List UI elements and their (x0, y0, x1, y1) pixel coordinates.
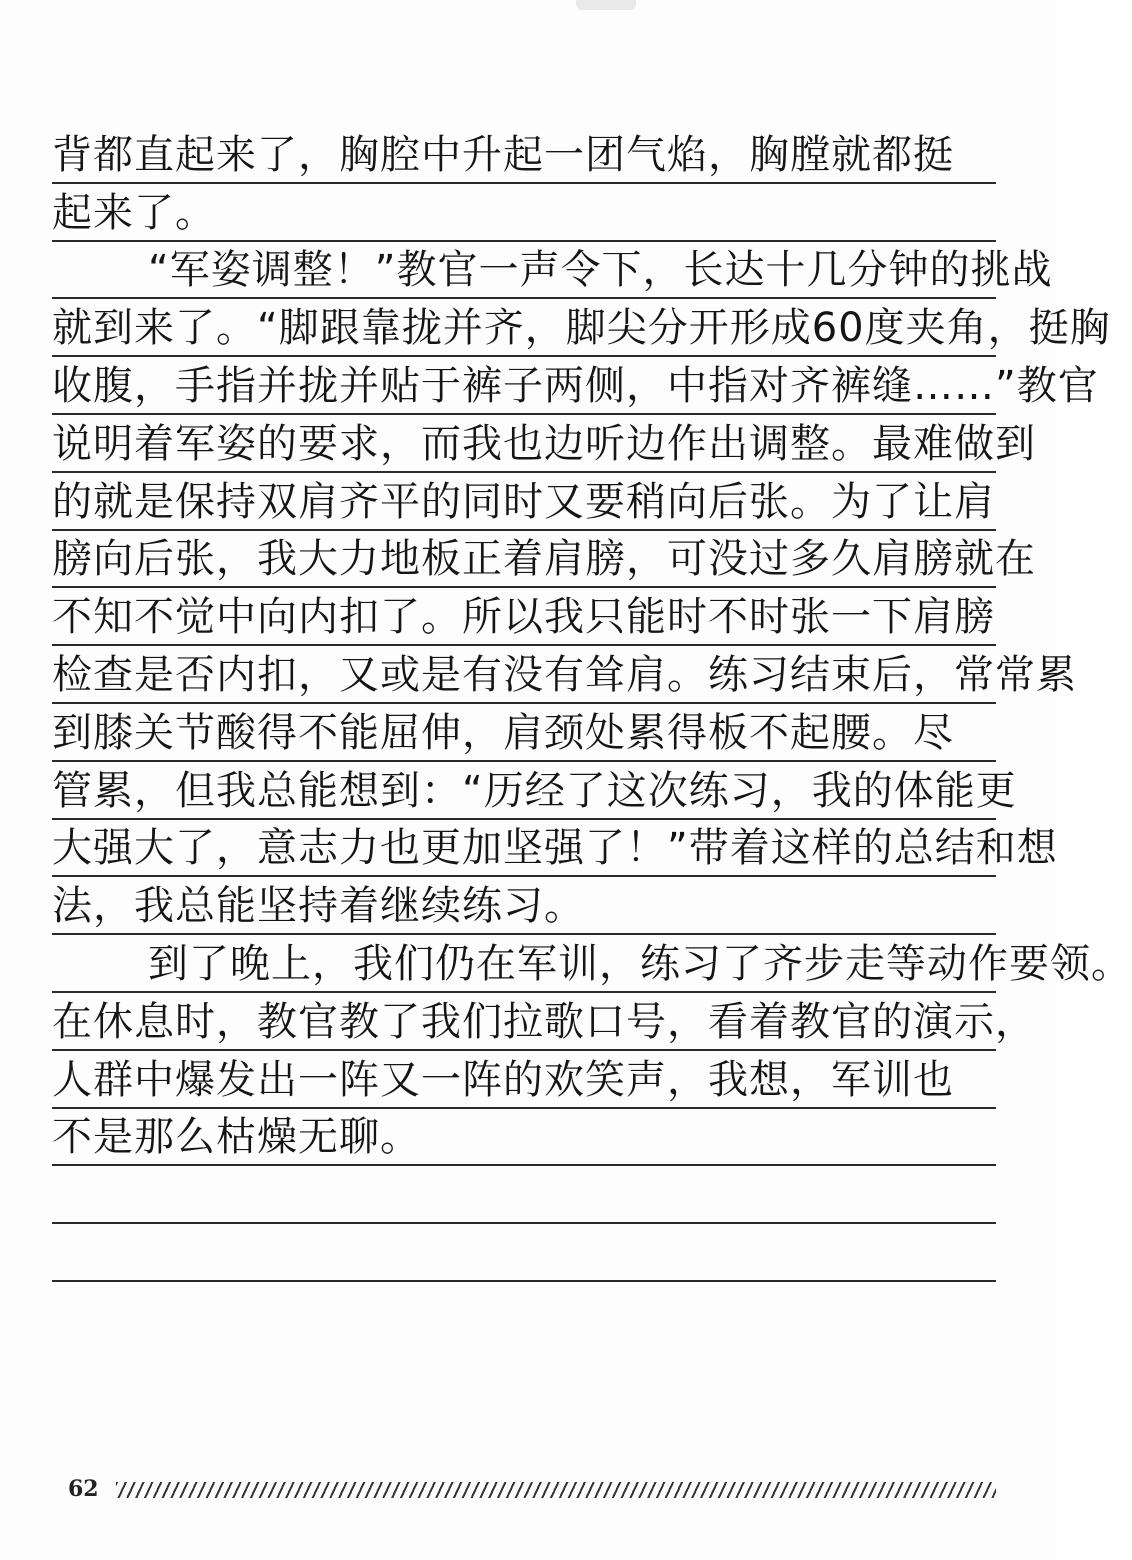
ruled-line (52, 1224, 996, 1282)
page-number: 62 (68, 1476, 99, 1502)
ruled-line (52, 993, 1036, 1051)
ruled-line (52, 704, 996, 762)
ruled-line (52, 299, 1111, 357)
handwritten-line: 在休息时，教官教了我们拉歌口号，看着教官的演示， (52, 998, 1036, 1045)
handwritten-line: 到膝关节酸得不能屈伸，肩颈处累得板不起腰。尽 (52, 709, 954, 756)
page-top-mark (576, 0, 636, 10)
handwritten-line: 的就是保持双肩齐平的同时又要稍向后张。为了让肩 (52, 478, 995, 525)
handwritten-line: 到了晚上，我们仍在军训，练习了齐步走等动作要领。 (148, 940, 1132, 987)
page-footer (62, 1472, 1002, 1508)
ruled-line (52, 588, 996, 646)
handwritten-line: 收腹，手指并拢并贴于裤子两侧，中指对齐裤缝……”教官 (52, 362, 1099, 409)
ruled-line (52, 184, 996, 242)
handwritten-line: 法，我总能坚持着继续练习。 (52, 883, 585, 930)
handwritten-line: 大强大了，意志力也更加坚强了！”带着这样的总结和想 (52, 825, 1058, 872)
handwritten-line: 不知不觉中向内扣了。所以我只能时不时张一下肩膀 (52, 594, 995, 641)
handwritten-line: 就到来了。“脚跟靠拢并齐，脚尖分开形成60度夹角，挺胸 (52, 305, 1111, 352)
ruled-line (52, 473, 996, 531)
ruled-line (52, 1051, 996, 1109)
decorative-hatch-strip (116, 1482, 996, 1498)
ruled-line (52, 415, 1036, 473)
ruled-line (52, 935, 1132, 993)
ruled-line (52, 1166, 996, 1224)
ruled-line (52, 357, 1099, 415)
handwritten-line: 检查是否内扣，又或是有没有耸肩。练习结束后，常常累 (52, 651, 1077, 698)
handwritten-line: “军姿调整！”教官一声令下，长达十几分钟的挑战 (148, 247, 1053, 294)
ruled-line (52, 1109, 996, 1167)
handwritten-line: 不是那么枯燥无聊。 (52, 1114, 421, 1161)
handwritten-text-area (52, 126, 1132, 1282)
ruled-line (52, 531, 1036, 589)
handwritten-line: 膀向后张，我大力地板正着肩膀，可没过多久肩膀就在 (52, 536, 1036, 583)
ruled-line (52, 242, 1053, 300)
handwritten-line: 背都直起来了，胸腔中升起一团气焰，胸膛就都挺 (52, 131, 954, 178)
ruled-line (52, 646, 1077, 704)
ruled-line (52, 762, 1017, 820)
handwritten-line: 说明着军姿的要求，而我也边听边作出调整。最难做到 (52, 420, 1036, 467)
handwritten-line: 起来了。 (52, 189, 216, 236)
handwritten-line: 人群中爆发出一阵又一阵的欢笑声，我想，军训也 (52, 1056, 954, 1103)
ruled-line (52, 820, 1058, 878)
ruled-line (52, 126, 996, 184)
ruled-line (52, 877, 996, 935)
handwritten-line: 管累，但我总能想到：“历经了这次练习，我的体能更 (52, 767, 1017, 814)
